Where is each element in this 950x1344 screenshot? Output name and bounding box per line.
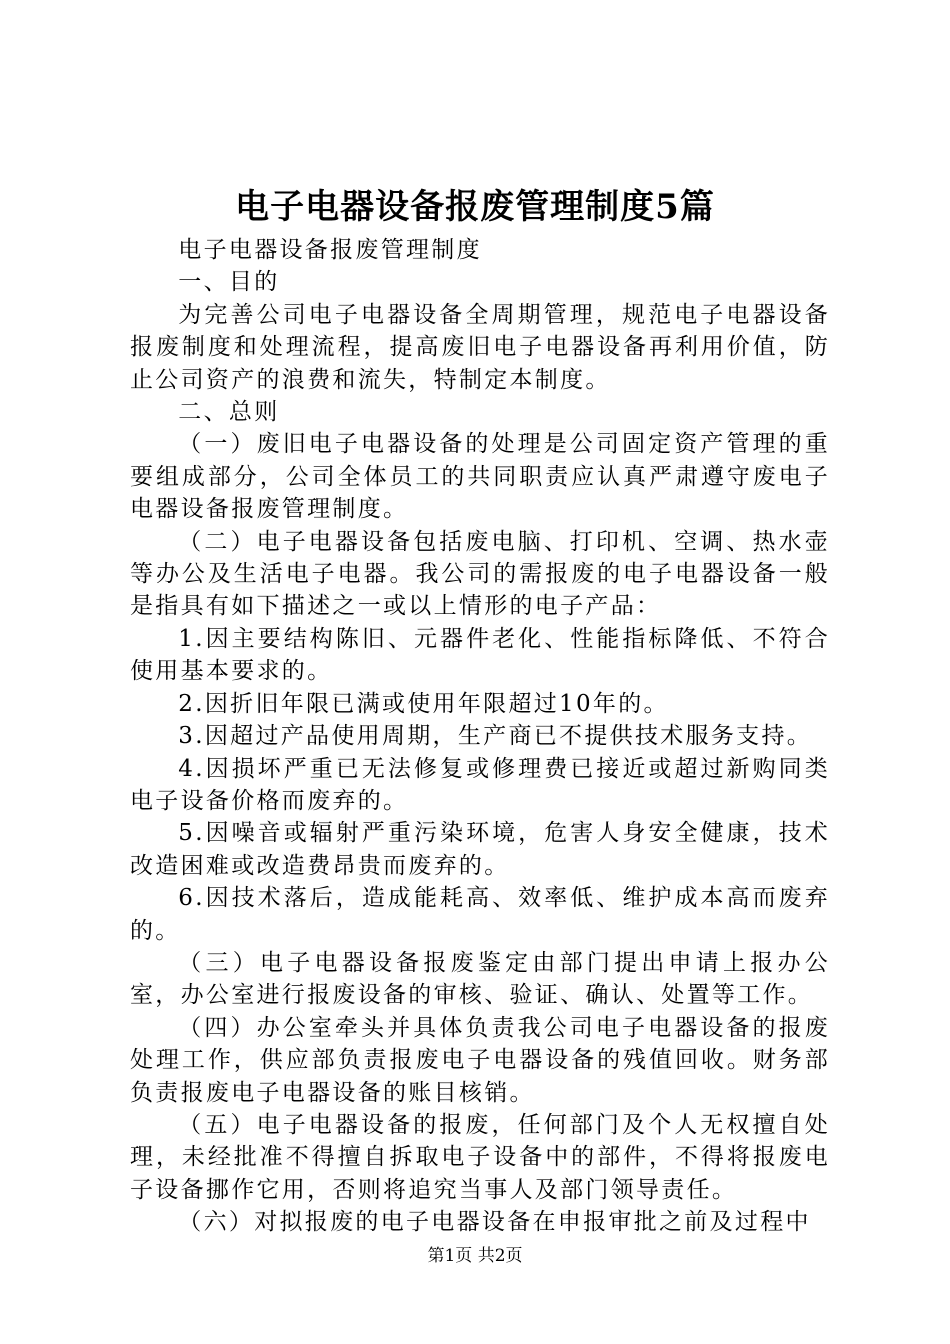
paragraph: （三）电子电器设备报废鉴定由部门提出申请上报办公室，办公室进行报废设备的审核、验证、确认、处置等工作。: [130, 949, 830, 1009]
list-item: 5.因噪音或辐射严重污染环境，危害人身安全健康，技术改造困难或改造费昂贵而废弃的。: [130, 820, 830, 879]
paragraph: （五）电子电器设备的报废，任何部门及个人无权擅自处理，未经批准不得擅自拆取电子设备中的部件，不得将报废电子设备挪作它用，否则将追究当事人及部门领导责任。: [130, 1111, 830, 1203]
list-item: 3.因超过产品使用周期，生产商已不提供技术服务支持。: [178, 723, 813, 750]
list-item: 1.因主要结构陈旧、元器件老化、性能指标降低、不符合使用基本要求的。: [130, 625, 830, 685]
list-item: 6.因技术落后，造成能耗高、效率低、维护成本高而废弃的。: [130, 885, 830, 944]
document-title: 电子电器设备报废管理制度5篇: [235, 187, 715, 227]
paragraph: （六）对拟报废的电子电器设备在申报审批之前及过程中: [178, 1209, 811, 1236]
paragraph: （四）办公室牵头并具体负责我公司电子电器设备的报废处理工作，供应部负责报废电子电器设备的残值回收。财务部负责报废电子电器设备的账目核销。: [130, 1014, 830, 1106]
page-footer: 第1页 共2页: [427, 1246, 523, 1266]
section-heading-purpose: 一、目的: [178, 269, 280, 296]
paragraph: （二）电子电器设备包括废电脑、打印机、空调、热水壶等办公及生活电子电器。我公司的需报废的电子电器设备一般是指具有如下描述之一或以上情形的电子产品：: [130, 528, 830, 620]
list-item: 2.因折旧年限已满或使用年限超过10年的。: [178, 690, 669, 717]
document-body: [130, 234, 830, 1239]
paragraph-heading: 电子电器设备报废管理制度: [178, 237, 482, 263]
paragraph: 为完善公司电子电器设备全周期管理，规范电子电器设备报废制度和处理流程，提高废旧电子电器设备再利用价值，防止公司资产的浪费和流失，特制定本制度。: [130, 301, 830, 393]
section-heading-general: 二、总则: [178, 399, 280, 426]
list-item: 4.因损坏严重已无法修复或修理费已接近或超过新购同类电子设备价格而废弃的。: [130, 755, 830, 814]
paragraph: （一）废旧电子电器设备的处理是公司固定资产管理的重要组成部分，公司全体员工的共同职责应认真严肃遵守废电子电器设备报废管理制度。: [130, 431, 830, 523]
